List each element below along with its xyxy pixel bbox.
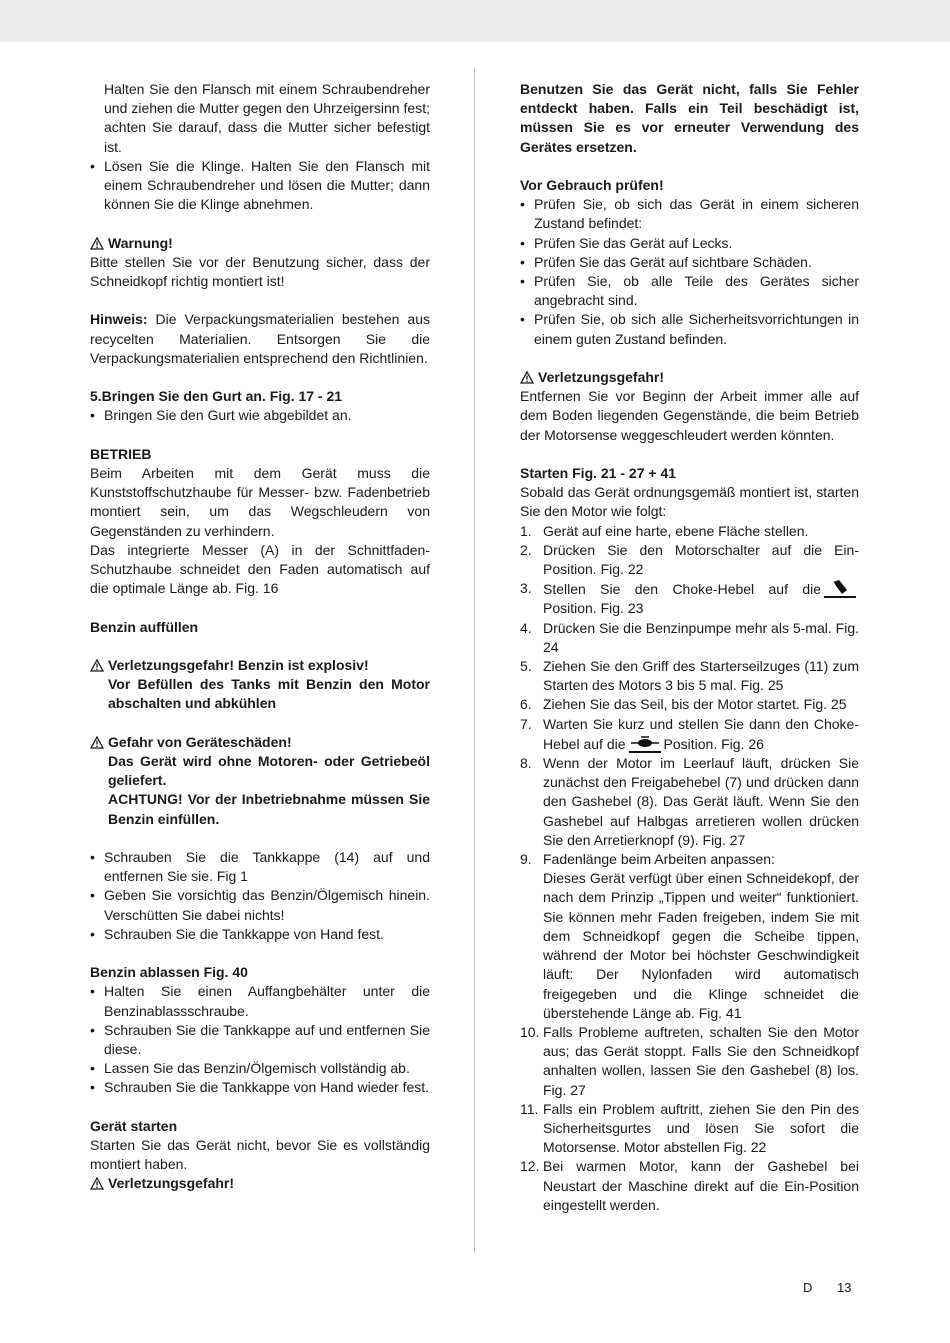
- hinweis-paragraph: Hinweis: Die Verpackungsmaterialien bestehen aus recycelten Materialien. Entsorgen Sie die Verpackungsmaterialien entsprechend den Richtlinien.: [90, 311, 430, 366]
- geraet-starten-heading: Gerät starten: [90, 1117, 178, 1134]
- list-item: • Geben Sie vorsichtig das Benzin/Ölgemisch hinein. Verschütten Sie dabei nichts!: [90, 886, 430, 924]
- check-heading: Vor Gebrauch prüfen!: [520, 177, 664, 193]
- list-item: 5. Ziehen Sie den Griff des Starterseilzuges (11) zum Starten des Motors 3 bis 5 mal. Fig. 25: [520, 658, 859, 694]
- verletzung-text: Entfernen Sie vor Beginn der Arbeit immer alle auf dem Boden liegenden Gegenstände, die beim Betrieb der Motorsense weggeschleudert werden könnten.: [520, 388, 859, 443]
- list-item: 10. Falls Probleme auftreten, schalten Sie den Motor aus; das Gerät stoppt. Falls Sie den Schneidkopf anhalten wollen, lassen Sie den Gashebel (8) los. Fig. 27: [520, 1023, 859, 1098]
- list-item: • Schrauben Sie die Tankkappe von Hand wieder fest.: [90, 1078, 430, 1097]
- right-column: [520, 80, 859, 1215]
- list-item: 6. Ziehen Sie das Seil, bis der Motor startet. Fig. 25: [520, 696, 847, 713]
- schaden-warning-text: Das Gerät wird ohne Motoren- oder Getriebeöl geliefert.: [108, 753, 430, 789]
- column-divider: [474, 68, 475, 1253]
- choke-closed-icon: [824, 579, 856, 598]
- list-item: • Prüfen Sie das Gerät auf Lecks.: [520, 234, 859, 253]
- starten-heading: Starten Fig. 21 - 27 + 41: [520, 465, 677, 482]
- list-item: 2. Drücken Sie den Motorschalter auf die Ein-Position. Fig. 22: [520, 541, 859, 578]
- list-item: • Prüfen Sie, ob sich alle Sicherheitsvorrichtungen in einem guten Zustand befinden.: [520, 310, 859, 348]
- list-item: • Bringen Sie den Gurt wie abgebildet an.: [90, 406, 430, 425]
- footer-language: D: [803, 1280, 813, 1295]
- warning-triangle-icon: [520, 371, 534, 384]
- betrieb-paragraph: Beim Arbeiten mit dem Gerät muss die Kunststoffschutzhaube für Messer- bzw. Fadenbetrieb montiert sein, um das Wegschleudern von Gegenständen zu verhindern.: [90, 465, 430, 539]
- schaden-warning-text: ACHTUNG! Vor der Inbetriebnahme müssen Sie Benzin einfüllen.: [108, 791, 430, 827]
- warning-triangle-icon: [90, 659, 104, 672]
- verletzung-warning-heading: Verletzungsgefahr!: [520, 368, 859, 387]
- warning-triangle-icon: [90, 736, 104, 749]
- benzin-heading: Benzin auffüllen: [90, 618, 199, 635]
- explosiv-warning-text: Vor Befüllen des Tanks mit Benzin den Motor abschalten und abkühlen: [108, 676, 430, 712]
- warnung-heading: Warnung!: [90, 234, 430, 253]
- intro-warning-paragraph: Benutzen Sie das Gerät nicht, falls Sie Fehler entdeckt haben. Falls ein Teil beschädigt ist, müssen Sie es vor erneuter Verwendung des Gerätes ersetzen.: [520, 81, 859, 155]
- list-item: 7. Warten Sie kurz und stellen Sie dann den Choke-Hebel auf die Position. Fig. 26: [520, 715, 859, 752]
- page-number: 13: [837, 1280, 852, 1295]
- list-item: • Schrauben Sie die Tankkappe von Hand fest.: [90, 925, 430, 944]
- choke-open-icon: [629, 734, 661, 753]
- list-item: • Prüfen Sie das Gerät auf sichtbare Schäden.: [520, 253, 859, 272]
- list-item: 8. Wenn der Motor im Leerlauf läuft, drücken Sie zunächst den Freigabehebel (7) und drücken dann den Gashebel (8). Das Gerät läuft. Wenn Sie den Gashebel auf Halbgas arretieren wollen drücken Sie den Arretierknopf (9). Fig. 27: [520, 755, 859, 848]
- list-item: • Lösen Sie die Klinge. Halten Sie den Flansch mit einem Schraubendreher und lösen die Mutter; dann können Sie die Klinge abnehmen.: [90, 157, 430, 215]
- list-item: • Halten Sie einen Auffangbehälter unter die Benzinablassschraube.: [90, 982, 430, 1020]
- list-item: 12. Bei warmen Motor, kann der Gashebel bei Neustart der Maschine direkt auf die Ein-Position eingestellt werden.: [520, 1158, 859, 1213]
- list-item: 1. Gerät auf eine harte, ebene Fläche stellen.: [520, 522, 809, 539]
- list-item: 11. Falls ein Problem auftritt, ziehen Sie den Pin des Sicherheitsgurtes und lösen Sie sofort die Motorsense. Motor abstellen Fig. 22: [520, 1100, 859, 1156]
- top-bar: [0, 0, 950, 42]
- hinweis-label: Hinweis:: [90, 311, 148, 328]
- explosiv-warning-heading: Verletzungsgefahr! Benzin ist explosiv!: [90, 656, 430, 675]
- warnung-text: Bitte stellen Sie vor der Benutzung sicher, dass der Schneidkopf richtig montiert ist!: [90, 253, 430, 290]
- list-item: • Schrauben Sie die Tankkappe (14) auf und entfernen Sie sie. Fig 1: [90, 848, 430, 886]
- list-item: 4. Drücken Sie die Benzinpumpe mehr als 5-mal. Fig. 24: [520, 619, 859, 655]
- list-item: 9. Fadenlänge beim Arbeiten anpassen: Dieses Gerät verfügt über einen Schneidekopf, der nach dem Prinzip „Tippen und weiter“ funktioniert. Sie können mehr Faden freigeben, indem Sie mit dem Schneidkopf gegen die Scheibe tippen, während der Motor bei höchster Geschwindigkeit läuft: Der Nylonfaden wird automatisch freigegeben und die Klinge schneidet die überstehende Länge ab. Fig. 41: [520, 851, 859, 1021]
- left-column: [90, 80, 430, 1194]
- verletzung-warning-heading: Verletzungsgefahr!: [90, 1174, 430, 1193]
- betrieb-heading: BETRIEB: [90, 445, 152, 462]
- geraet-starten-text: Starten Sie das Gerät nicht, bevor Sie es vollständig montiert haben.: [90, 1137, 430, 1173]
- betrieb-paragraph: Das integrierte Messer (A) in der Schnittfaden-Schutzhaube schneidet den Faden automatisch auf die optimale Länge ab. Fig. 16: [90, 541, 430, 597]
- list-item: • Lassen Sie das Benzin/Ölgemisch vollständig ab.: [90, 1059, 430, 1078]
- list-item: 3. Stellen Sie den Choke-Hebel auf die Position. Fig. 23: [520, 579, 859, 618]
- list-item: • Prüfen Sie, ob alle Teile des Gerätes sicher angebracht sind.: [520, 272, 859, 310]
- flansch-paragraph: Halten Sie den Flansch mit einem Schraubendreher und ziehen die Mutter gegen den Uhrzeigersinn fest; achten Sie darauf, dass die Mutter sicher befestigt ist.: [104, 81, 430, 155]
- starten-intro: Sobald das Gerät ordnungsgemäß montiert ist, starten Sie den Motor wie folgt:: [520, 484, 859, 520]
- warning-triangle-icon: [90, 1177, 104, 1190]
- list-item: • Prüfen Sie, ob sich das Gerät in einem sicheren Zustand befindet:: [520, 195, 859, 233]
- list-item: • Schrauben Sie die Tankkappe auf und entfernen Sie diese.: [90, 1021, 430, 1059]
- ablassen-heading: Benzin ablassen Fig. 40: [90, 964, 248, 981]
- warning-triangle-icon: [90, 237, 104, 250]
- schaden-warning-heading: Gefahr von Geräteschäden!: [90, 733, 430, 752]
- gurt-heading: 5.Bringen Sie den Gurt an. Fig. 17 - 21: [90, 388, 343, 405]
